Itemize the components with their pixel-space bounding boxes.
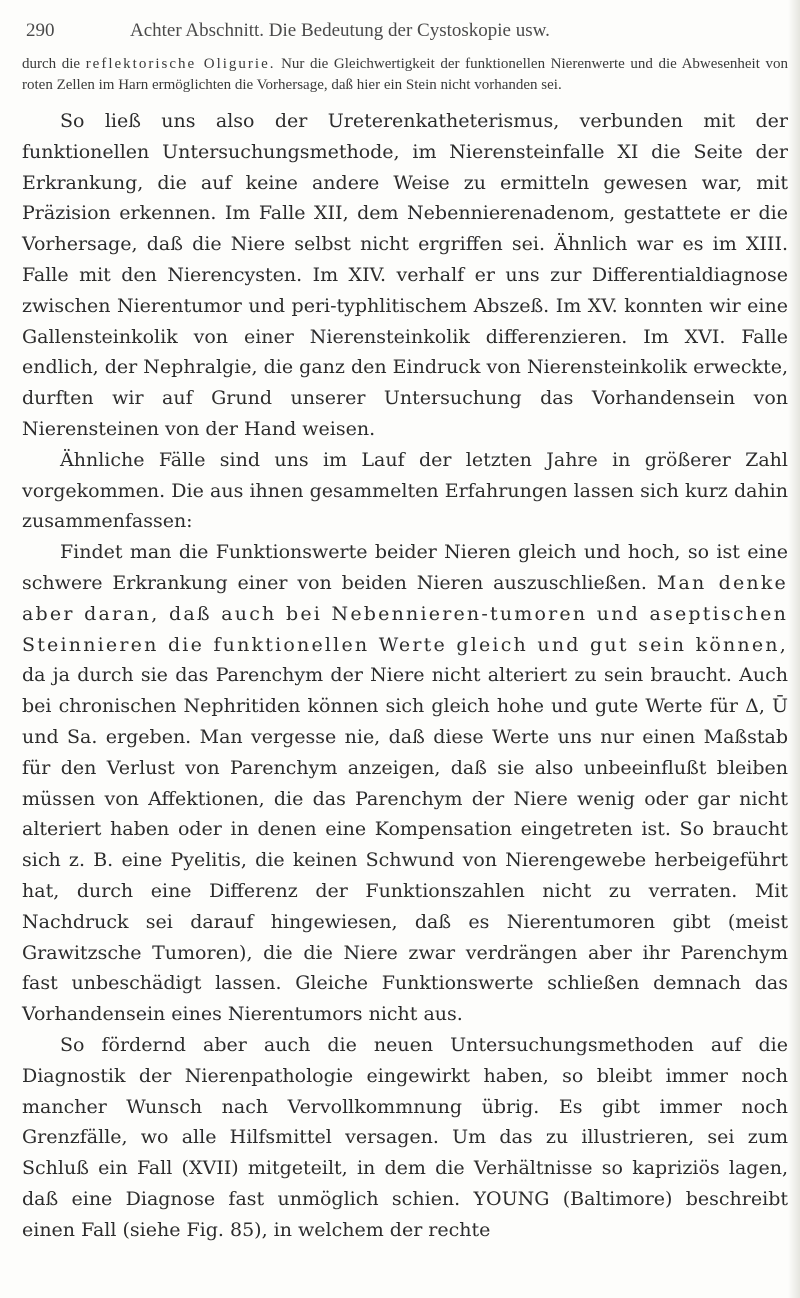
function-values-emphasis: Man denke aber daran, daß auch bei Nebennieren-tumoren und aseptischen Steinnieren die funktionellen Werte gleich und gut sein können, <box>22 571 788 656</box>
function-values-start: Findet man die Funktionswerte beider Nieren gleich und hoch, so ist eine schwere Erkrankung einer von beiden Nieren auszuschließen. <box>22 541 788 594</box>
page-edge-shadow <box>788 0 800 1298</box>
intro-text-after: Nur die Gleichwertigkeit der funktionellen Nierenwerte und die Abwesenheit von roten Zellen im Harn ermöglichten die Vorhersage, daß hier ein Stein nicht vorhanden sei. <box>22 56 788 93</box>
paragraph-diagnostics: So fördernd aber auch die neuen Untersuchungsmethoden auf die Diagnostik der Nierenpathologie eingewirkt haben, so bleibt immer noch mancher Wunsch nach Vervollkommnung übrig. Es gibt immer noch Grenzfälle, wo alle Hilfsmittel versagen. Um das zu illustrieren, sei zum Schluß ein Fall (XVII) mitgeteilt, in dem die Verhältnisse so kapriziös lagen, daß eine Diagnose fast unmöglich schien. YOUNG (Baltimore) beschreibt einen Fall (siehe Fig. 85), in welchem der rechte <box>22 1033 788 1241</box>
book-page <box>22 14 788 1284</box>
paragraph-case-summary: So ließ uns also der Ureterenkatheterismus, verbunden mit der funktionellen Untersuchungsmethode, im Nierensteinfalle XI die Seite der Erkrankung, die auf keine andere Weise zu ermitteln gewesen war, mit Präzision erkennen. Im Falle XII, dem Nebennierenadenom, gestattete er die Vorhersage, daß die Niere selbst nicht ergriffen sei. Ähnlich war es im XIII. Falle mit den Nierencysten. Im XIV. verhalf er uns zur Differentialdiagnose zwischen Nierentumor und peri-typhlitischem Abszeß. Im XV. konnten wir eine Gallensteinkolik von einer Nierensteinkolik differenzieren. Im XVI. Falle endlich, der Nephralgie, die ganz den Eindruck von Nierensteinkolik erweckte, durften wir auf Grund unserer Untersuchung das Vorhandensein von Nierensteinen von der Hand weisen. <box>22 110 788 440</box>
function-values-end: da ja durch sie das Parenchym der Niere nicht alteriert zu sein braucht. Auch bei chronischen Nephritiden können sich gleich hohe und gute Werte für Δ, Ū und Sa. ergeben. Man vergesse nie, daß diese Werte uns nur einen Maßstab für den Verlust von Parenchym anzeigen, daß sie also unbeeinflußt bleiben müssen von Affektionen, die das Parenchym der Niere wenig oder gar nicht alteriert haben oder in denen eine Kompensation eingetreten ist. So braucht sich z. B. eine Pyelitis, die keinen Schwund von Nierengewebe herbeigeführt hat, durch eine Differenz der Funktionszahlen nicht zu verraten. Mit Nachdruck sei darauf hingewiesen, daß es Nierentumoren gibt (meist Grawitzsche Tumoren), die die Niere zwar verdrängen aber ihr Parenchym fast unbeschädigt lassen. Gleiche Funktionswerte schließen demnach das Vorhandensein eines Nierentumors nicht aus. <box>22 664 788 1026</box>
paragraph-function-values <box>22 537 788 1030</box>
intro-spaced-term: reflektorische Oligurie. <box>85 56 276 72</box>
intro-paragraph <box>22 54 788 96</box>
page-number: 290 <box>26 20 55 41</box>
running-title: Achter Abschnitt. Die Bedeutung der Cystoskopie usw. <box>130 20 550 41</box>
intro-text-before: durch die <box>22 56 86 72</box>
running-head <box>22 14 788 54</box>
paragraph-similar-cases: Ähnliche Fälle sind uns im Lauf der letzten Jahre in größerer Zahl vorgekommen. Die aus ihnen gesammelten Erfahrungen lassen sich kurz dahin zusammenfassen: <box>22 448 788 533</box>
